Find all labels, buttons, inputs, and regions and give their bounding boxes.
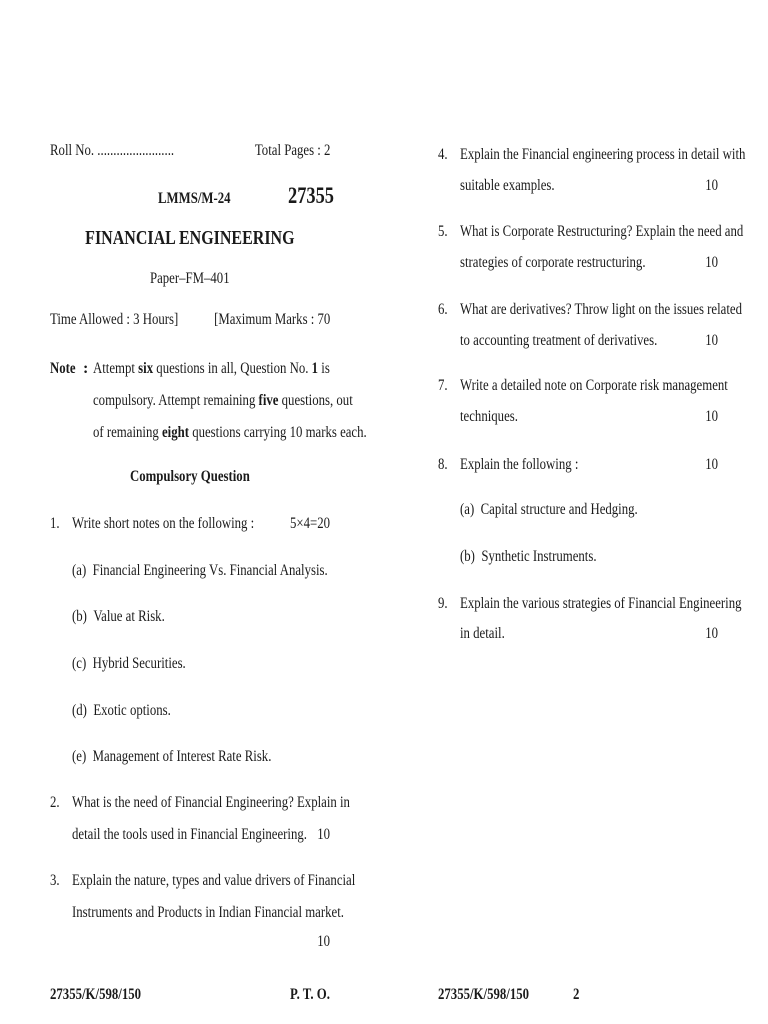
- question-9-line-1: Explain the various strategies of Financial Engineering: [460, 595, 742, 612]
- footer-page-number: 2: [573, 986, 580, 1003]
- question-5-line-1: What is Corporate Restructuring? Explain the need and: [460, 223, 744, 240]
- question-8-number: 8.: [438, 456, 448, 473]
- question-2-line-2: detail the tools used in Financial Engineering.: [72, 826, 307, 843]
- paper-number: 27355: [288, 183, 334, 208]
- question-4-marks: 10: [705, 177, 718, 194]
- question-8-part-b: (b) Synthetic Instruments.: [460, 548, 597, 565]
- question-4-line-2: suitable examples.: [460, 177, 555, 194]
- question-6-number: 6.: [438, 301, 448, 318]
- question-7-line-2: techniques.: [460, 408, 518, 425]
- question-9-number: 9.: [438, 595, 448, 612]
- maximum-marks: [Maximum Marks : 70: [213, 311, 330, 328]
- question-1-part-e: (e) Management of Interest Rate Risk.: [72, 748, 272, 765]
- question-5-number: 5.: [438, 223, 448, 240]
- exam-title: FINANCIAL ENGINEERING: [85, 227, 295, 249]
- question-7-line-1: Write a detailed note on Corporate risk management: [460, 377, 728, 394]
- question-3-marks: 10: [317, 933, 330, 950]
- question-8-part-a: (a) Capital structure and Hedging.: [460, 501, 638, 518]
- question-8-text: Explain the following :: [460, 456, 579, 473]
- question-5-marks: 10: [705, 254, 718, 271]
- question-1-part-b: (b) Value at Risk.: [72, 608, 165, 625]
- question-2-line-1: What is the need of Financial Engineering? Explain in: [72, 794, 350, 811]
- note-colon: :: [83, 360, 89, 377]
- total-pages: Total Pages : 2: [254, 142, 330, 159]
- question-2-marks: 10: [317, 826, 330, 843]
- note-line-3: of remaining eight questions carrying 10 marks each.: [93, 424, 367, 441]
- footer-pto: P. T. O.: [290, 986, 330, 1003]
- question-9-marks: 10: [705, 625, 718, 642]
- question-6-marks: 10: [705, 332, 718, 349]
- paper-subtitle: Paper–FM–401: [150, 270, 230, 287]
- note-line-2: compulsory. Attempt remaining five questions, out: [93, 392, 353, 409]
- note-line-1: Attempt six questions in all, Question No. 1 is: [93, 360, 330, 377]
- footer-right-code: 27355/K/598/150: [438, 986, 530, 1003]
- question-1-part-a: (a) Financial Engineering Vs. Financial Analysis.: [72, 562, 328, 579]
- question-5-line-2: strategies of corporate restructuring.: [460, 254, 646, 271]
- question-3-line-2: Instruments and Products in Indian Financial market.: [72, 904, 344, 921]
- question-9-line-2: in detail.: [460, 625, 505, 642]
- note-label: Note: [50, 360, 76, 377]
- question-3-number: 3.: [50, 872, 60, 889]
- question-7-marks: 10: [705, 408, 718, 425]
- question-7-number: 7.: [438, 377, 448, 394]
- roll-no: Roll No. ........................: [50, 142, 175, 159]
- compulsory-heading: Compulsory Question: [130, 468, 250, 485]
- question-3-line-1: Explain the nature, types and value drivers of Financial: [72, 872, 356, 889]
- question-1-part-d: (d) Exotic options.: [72, 702, 171, 719]
- question-8-marks: 10: [705, 456, 718, 473]
- question-4-line-1: Explain the Financial engineering process in detail with: [460, 146, 746, 163]
- question-2-number: 2.: [50, 794, 60, 811]
- question-1-text: Write short notes on the following :: [72, 515, 255, 532]
- question-6-line-2: to accounting treatment of derivatives.: [460, 332, 658, 349]
- paper-code: LMMS/M-24: [158, 190, 231, 207]
- question-4-number: 4.: [438, 146, 448, 163]
- footer-left-code: 27355/K/598/150: [50, 986, 142, 1003]
- time-allowed: Time Allowed : 3 Hours]: [50, 311, 179, 328]
- question-1-part-c: (c) Hybrid Securities.: [72, 655, 186, 672]
- question-1-number: 1.: [50, 515, 60, 532]
- question-6-line-1: What are derivatives? Throw light on the issues related: [460, 301, 742, 318]
- question-1-marks: 5×4=20: [289, 515, 330, 532]
